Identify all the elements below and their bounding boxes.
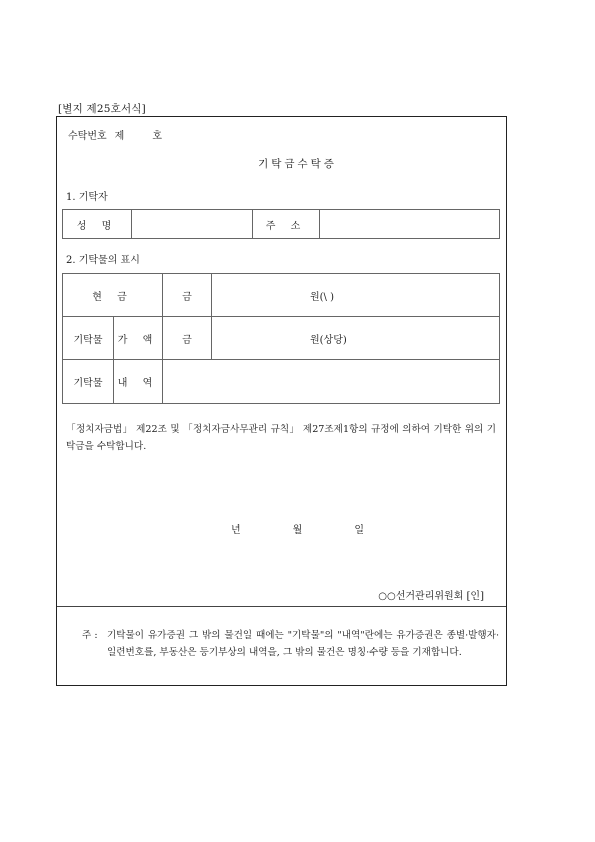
- cash-amount-text[interactable]: 원(\ ): [212, 274, 500, 317]
- name-label: 성 명: [63, 210, 132, 239]
- form-number-label: [별지 제25호서식]: [58, 103, 146, 115]
- cash-label: 현 금: [63, 274, 163, 317]
- section-deposit-heading: 2. 기탁물의 표시: [66, 255, 140, 266]
- address-label: 주 소: [253, 210, 320, 239]
- receipt-statement: 「정치자금법」 제22조 및 「정치자금사무관리 규칙」 제27조제1항의 규정에 의하여 기탁한 위의 기탁금을 수탁합니다.: [66, 424, 496, 452]
- depositor-table: [62, 209, 500, 239]
- date-day: 일: [354, 525, 364, 536]
- date-month: 월: [292, 525, 303, 536]
- deposit-table: [62, 273, 500, 404]
- footnote-divider: [57, 606, 506, 607]
- receipt-number-label: 수탁번호: [68, 131, 107, 142]
- value-amount-label: 금: [163, 317, 212, 360]
- goods-label-2: 기탁물: [63, 360, 114, 404]
- date-line: [0, 521, 595, 536]
- receipt-number-suffix: 호: [152, 131, 162, 142]
- footnote-mark: 주 :: [82, 630, 98, 641]
- cash-amount-label: 금: [163, 274, 212, 317]
- address-value-cell[interactable]: [320, 210, 500, 239]
- footnote-text: 기탁물이 유가증권 그 밖의 물건일 때에는 "기탁물"의 "내역"란에는 유가증권은 종별·발행자·일련번호를, 부동산은 등기부상의 내역을, 그 밖의 물건은 명칭·수량 등을 기재합니다.: [107, 630, 499, 658]
- date-year: 년: [230, 525, 241, 536]
- receipt-number-line: [68, 127, 162, 142]
- detail-label: 내 역: [114, 360, 163, 404]
- value-amount-text[interactable]: 원(상당): [212, 317, 500, 360]
- document-title: 기탁금수탁증: [258, 158, 337, 170]
- name-value-cell[interactable]: [132, 210, 253, 239]
- section-depositor-heading: 1. 기탁자: [66, 192, 108, 203]
- value-label: 가 액: [114, 317, 163, 360]
- goods-label: 기탁물: [63, 317, 114, 360]
- detail-value-cell[interactable]: [163, 360, 500, 404]
- receipt-number-prefix: 제: [114, 131, 125, 142]
- committee-signature: ○○선거관리위원회 [인]: [378, 591, 484, 602]
